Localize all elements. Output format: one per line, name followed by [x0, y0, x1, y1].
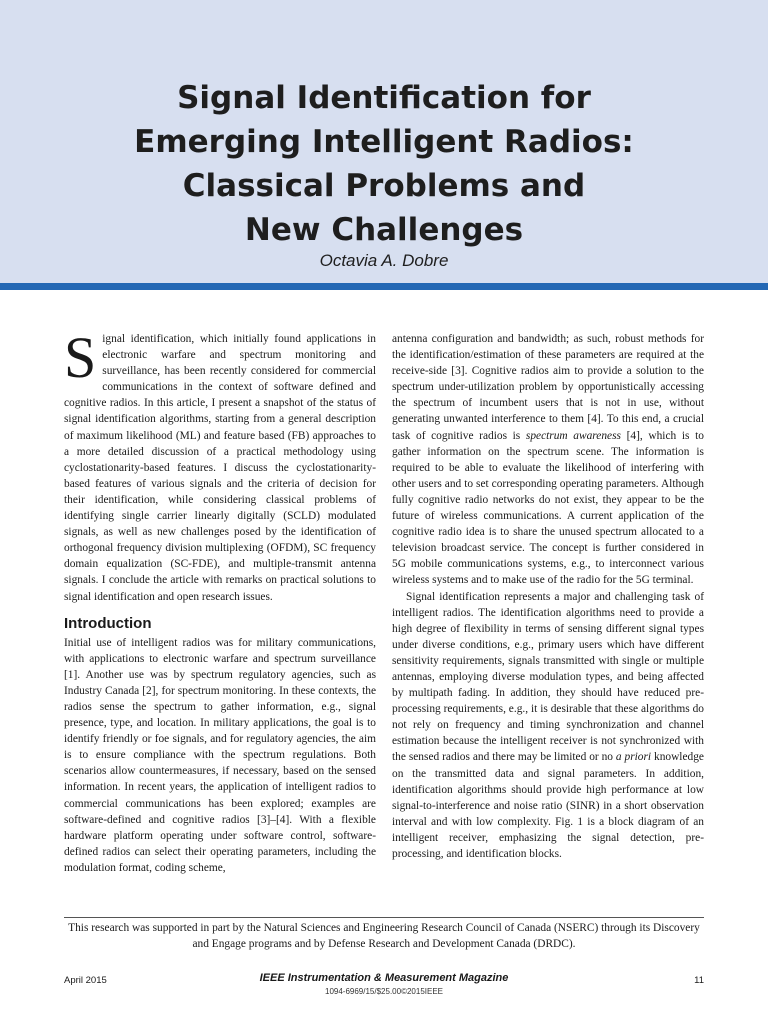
emphasis-a-priori: a priori [615, 751, 652, 764]
author-name: Octavia A. Dobre [319, 251, 449, 270]
text-run: antenna configuration and bandwidth; as such, robust methods for the identification/estimation of these parameters are required at the receive-side [3]. Cognitive radios aim to provide a solution to the spectrum under-utilization problem by opportunistically accessing the spectrum of incumbent users that is not in use, without generating unwanted interference to them [4]. To this end, a crucial task of cognitive radios is [392, 333, 704, 442]
right-paragraph-1 [392, 331, 704, 589]
right-paragraph-2 [392, 589, 704, 863]
abstract-text: ignal identification, which initially found applications in electronic warfare and spectrum monitoring and surveillance, has been recently considered for commercial communications in the context of software defined and cognitive radios. In this article, I present a snapshot of the status of signal identification algorithms, starting from a general description of maximum likelihood (ML) and feature based (FB) approaches to a more detailed discussion of a practical methodology using cyclostationarity-based features. I discuss the cyclostationarity-based features of various signals and the criteria of decision for their identification, while considering classical problems of identifying single carrier linearly digitally (SCLD) modulated signals, as well as new challenges posed by the identification of orthogonal frequency division multiplexing (OFDM), SC frequency domain equalization (SC-FDE), and multiple-transmit antenna signals. I conclude the article with remarks on practical solutions to signal identification and open research issues. [64, 333, 376, 603]
issue-date: April 2015 [64, 975, 107, 986]
text-run: [4], which is to gather information on the spectrum scene. The information is required to be able to evaluate the likelihood of interfering with other users and to set corresponding operating parameters. Although fully cognitive radio networks do not exist, they appear to be the future of wireless communications. A current application of the cognitive radio idea is to share the unused spectrum allocated to a television broadcast service. The concept is further considered in 5G mobile communications systems, e.g., to interconnect various wireless systems and to make use of the radio for the 5G terminal. [392, 429, 704, 587]
emphasis-spectrum-awareness: spectrum awareness [525, 429, 621, 442]
title-line-1: Signal Identification for [177, 80, 591, 116]
issn-line: 1094-6969/15/$25.00©2015IEEE [325, 987, 443, 996]
title-line-4: New Challenges [244, 212, 524, 248]
journal-name: IEEE Instrumentation & Measurement Magazine [259, 972, 509, 984]
footnote-rule [64, 917, 704, 918]
section-heading-introduction: Introduction [64, 614, 152, 632]
article-title [0, 76, 768, 252]
funding-footnote: This research was supported in part by the Natural Sciences and Engineering Research Council of Canada (NSERC) through its Discovery and Engage programs and by Defense Research and Development Canada (DRDC). [68, 922, 700, 950]
intro-paragraph: Initial use of intelligent radios was for military communications, with applications to electronic warfare and spectrum surveillance [1]. Another use was by spectrum regulatory agencies, such as Industry Canada [2], for spectrum monitoring. In these contexts, the radios sense the spectrum to gather information, e.g., signal presence, type, and location. In military applications, the goal is to identify friendly or foe signals, and for regulatory agencies, the aim is to ensure compliance with the spectrum regulations. Both scenarios allow countermeasures, if necessary, based on the sensed information. In recent years, the application of intelligent radios to commercial communications has been explored; examples are software-defined and cognitive radios [3]–[4]. With a flexible hardware platform operating under software control, software-defined radios can select their operating parameters, including the modulation format, coding scheme, [64, 636, 376, 874]
left-column [64, 325, 376, 876]
title-line-2: Emerging Intelligent Radios: [134, 124, 634, 160]
right-column [392, 331, 704, 862]
page-number: 11 [694, 975, 704, 986]
abstract-paragraph [64, 325, 376, 605]
text-run: Signal identification represents a major and challenging task of intelligent radios. The identification algorithms need to provide a high degree of flexibility in terms of sensing different signal types under diverse conditions, e.g., primary users which have different sensitivity requirements, signals transmitted with single or multiple antennas, employing diverse modulation types, and being affected by multipath fading. In addition, they should have reduced pre-processing requirements, e.g., it is desirable that these algorithms do not rely on frequency and timing synchronization and channel estimation because the intelligent receiver is not synchronized with the sensed radios and there may be limited or no [392, 590, 704, 764]
drop-cap: S [64, 325, 97, 390]
banner-rule [0, 283, 768, 290]
text-run: knowledge on the transmitted data and signal parameters. In addition, identification algorithms should provide high performance at low signal-to-interference and noise ratio (SINR) in a short observation interval and with low complexity. Fig. 1 is a block diagram of an intelligent receiver, emphasizing the signal detection, pre-processing, and identification blocks. [392, 751, 704, 860]
title-line-3: Classical Problems and [182, 168, 586, 204]
